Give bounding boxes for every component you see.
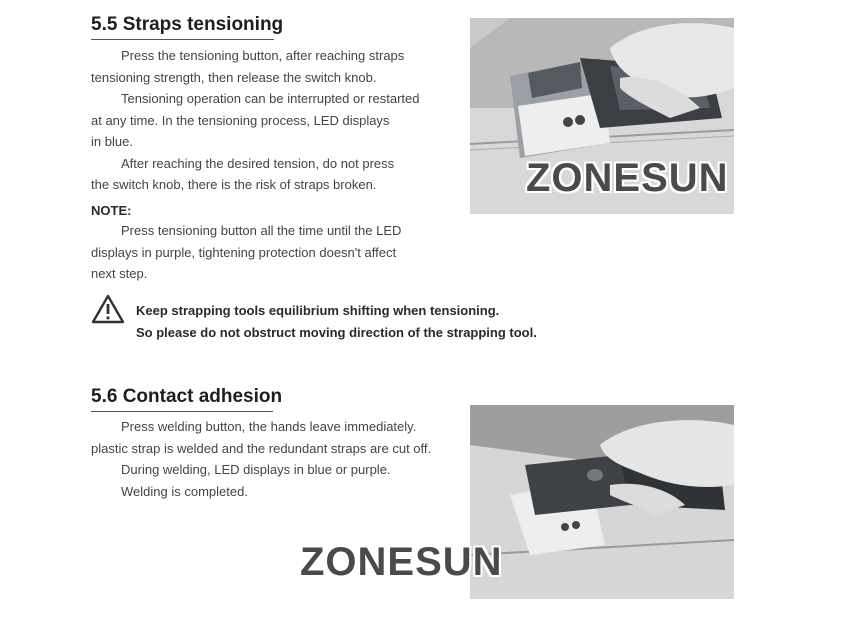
paragraph-line: in blue. [91, 134, 133, 149]
section-title-tensioning: 5.5 Straps tensioning [91, 14, 274, 40]
note-line: Press tensioning button all the time until the LED [121, 223, 402, 238]
paragraph-line: plastic strap is welded and the redundant straps are cut off. [91, 440, 432, 456]
paragraph-line: Tensioning operation can be interrupted or restarted [121, 91, 420, 106]
note-line: next step. [91, 266, 148, 281]
warning-line: So please do not obstruct moving direction of the strapping tool. [136, 324, 537, 340]
note-line: displays in purple, tightening protection doesn't affect [91, 244, 397, 260]
section-title-adhesion: 5.6 Contact adhesion [91, 386, 273, 412]
adhesion-photo [470, 405, 734, 599]
paragraph-line: Welding is completed. [121, 483, 248, 499]
warning-triangle-icon [91, 294, 125, 329]
paragraph-line: Press welding button, the hands leave immediately. [121, 419, 417, 434]
paragraph-line: tensioning strength, then release the switch knob. [91, 69, 377, 85]
paragraph-line: During welding, LED displays in blue or purple. [121, 462, 391, 477]
note-text [91, 220, 431, 285]
watermark-text: ZONESUN [526, 156, 729, 200]
tensioning-text [91, 45, 431, 196]
note-label: NOTE: [91, 203, 132, 218]
adhesion-text [91, 416, 451, 502]
watermark-text: ZONESUN [300, 540, 503, 584]
paragraph-line: Press the tensioning button, after reaching straps [121, 48, 405, 63]
warning-line: Keep strapping tools equilibrium shifting when tensioning. [136, 303, 500, 318]
paragraph-line: at any time. In the tensioning process, LED displays [91, 112, 390, 128]
warning-text [136, 300, 537, 343]
paragraph-line: the switch knob, there is the risk of straps broken. [91, 177, 377, 192]
paragraph-line: After reaching the desired tension, do not press [121, 155, 395, 171]
